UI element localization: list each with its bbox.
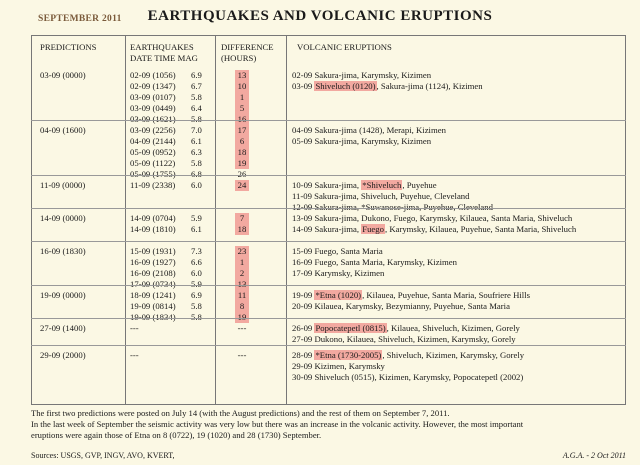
- earthquake-datetime: 02-09 (1056): [130, 70, 176, 80]
- volcano-text: 03-09: [292, 81, 315, 91]
- header-predictions: PREDICTIONS: [40, 42, 97, 52]
- header-volcanic-eruptions: VOLCANIC ERUPTIONS: [297, 42, 392, 52]
- volcano-text: , Kilauea, Puyehue, Santa Maria, Soufriere Hills: [362, 290, 530, 300]
- volcano-text: 17-09 Karymsky, Kizimen: [292, 268, 385, 278]
- volcano-eruption-line: [292, 213, 572, 224]
- volcano-eruption-line: [292, 301, 510, 312]
- volcano-eruption-line: [292, 268, 384, 279]
- volcano-eruption-line: [292, 246, 383, 257]
- difference-hours: 13: [235, 70, 249, 81]
- volcano-text: 12-09 Sakura-jima, *Suwanose-jima, Puyehue, Cleveland: [292, 202, 493, 212]
- difference-hours: 26: [237, 169, 247, 179]
- group-divider: [31, 241, 626, 242]
- volcano-text: 02-09 Sakura-jima, Karymsky, Kizimen: [292, 70, 432, 80]
- month-label: SEPTEMBER 2011: [38, 14, 122, 24]
- volcano-text: 10-09 Sakura-jima,: [292, 180, 362, 190]
- page-title: EARTHQUAKES AND VOLCANIC ERUPTIONS: [147, 8, 493, 24]
- earthquake-datetime: 05-09 (1122): [130, 158, 176, 168]
- difference-hours: 8: [235, 301, 249, 312]
- volcano-text: , Kilauea, Shiveluch, Kizimen, Gorely: [386, 323, 520, 333]
- earthquake-magnitude: 5.9: [191, 213, 202, 223]
- group-divider: [31, 175, 626, 176]
- volcano-text: 14-09 Sakura-jima,: [292, 224, 362, 234]
- volcano-text: 11-09 Sakura-jima, Shiveluch, Puyehue, Cleveland: [292, 191, 470, 201]
- header-hours: (HOURS): [221, 53, 257, 63]
- earthquake-magnitude: 5.8: [191, 114, 202, 124]
- earthquake-datetime: 03-09 (1621): [130, 114, 176, 124]
- column-divider: [125, 35, 126, 405]
- volcano-eruption-line: [292, 191, 470, 202]
- prediction-date: 11-09 (0000): [40, 180, 86, 190]
- group-divider: [31, 285, 626, 286]
- earthquake-magnitude: 6.0: [191, 180, 202, 190]
- column-divider: [215, 35, 216, 405]
- difference-hours: 13: [235, 279, 249, 290]
- footer-note-2: In the last week of September the seismic activity was very low but there was an increase in the volcanic activity. However, the most important: [31, 419, 524, 429]
- volcano-eruption-line: [292, 180, 437, 191]
- highlighted-volcano: *Shiveluch: [362, 180, 402, 190]
- highlighted-volcano: *Etna (1730-2005): [315, 350, 382, 360]
- difference-hours: 24: [235, 180, 249, 191]
- highlighted-volcano: Fuego: [362, 224, 384, 234]
- difference-hours: 1: [235, 92, 249, 103]
- volcano-eruption-line: [292, 334, 516, 345]
- earthquake-magnitude: 7.3: [191, 246, 202, 256]
- difference-hours: 6: [235, 136, 249, 147]
- difference-hours: 11: [235, 290, 249, 301]
- earthquake-datetime: 05-09 (1755): [130, 169, 176, 179]
- volcano-text: 29-09 Kizimen, Karymsky: [292, 361, 385, 371]
- volcano-eruption-line: [292, 257, 457, 268]
- earthquake-datetime: 18-09 (1241): [130, 290, 176, 300]
- earthquake-datetime: 03-09 (2256): [130, 125, 176, 135]
- volcano-text: 16-09 Fuego, Santa Maria, Karymsky, Kizimen: [292, 257, 457, 267]
- group-divider: [31, 318, 626, 319]
- footer-note-3: eruptions were again those of Etna on 8 (0722), 19 (1020) and 28 (1730) September.: [31, 430, 322, 440]
- earthquake-magnitude: 6.8: [191, 169, 202, 179]
- highlighted-volcano: Shiveluch (0120): [315, 81, 376, 91]
- earthquake-datetime: 19-09 (1834): [130, 312, 176, 322]
- earthquake-magnitude: 6.1: [191, 224, 202, 234]
- earthquake-magnitude: 6.7: [191, 81, 202, 91]
- difference-hours: 17: [235, 125, 249, 136]
- earthquake-magnitude: 6.6: [191, 257, 202, 267]
- volcano-text: 13-09 Sakura-jima, Dukono, Fuego, Karymsky, Kilauea, Santa Maria, Shiveluch: [292, 213, 573, 223]
- earthquake-magnitude: 7.0: [191, 125, 202, 135]
- difference-hours: 19: [235, 158, 249, 169]
- earthquake-datetime: 17-09 (0734): [130, 279, 176, 289]
- difference-hours: 2: [235, 268, 249, 279]
- earthquake-datetime: 05-09 (0952): [130, 147, 176, 157]
- earthquake-datetime: 02-09 (1347): [130, 81, 176, 91]
- prediction-date: 27-09 (1400): [40, 323, 86, 333]
- earthquake-datetime: 15-09 (1931): [130, 246, 176, 256]
- earthquake-datetime: 04-09 (2144): [130, 136, 176, 146]
- volcano-eruption-line: [292, 361, 385, 372]
- prediction-date: 19-09 (0000): [40, 290, 86, 300]
- difference-hours: ---: [237, 350, 247, 360]
- group-divider: [31, 120, 626, 121]
- volcano-text: 28-09: [292, 350, 315, 360]
- volcano-text: 27-09 Dukono, Kilauea, Shiveluch, Kizimen, Karymsky, Gorely: [292, 334, 516, 344]
- volcano-text: 19-09: [292, 290, 315, 300]
- header-date-time-mag: DATE TIME MAG: [130, 53, 198, 63]
- credit: A.G.A. - 2 Oct 2011: [562, 451, 626, 460]
- difference-hours: 19: [235, 312, 249, 323]
- volcano-eruption-line: [292, 350, 524, 361]
- volcano-eruption-line: [292, 70, 431, 81]
- volcano-eruption-line: [292, 125, 446, 136]
- difference-hours: 10: [235, 81, 249, 92]
- header-difference: DIFFERENCE: [221, 42, 274, 52]
- earthquake-magnitude: 6.1: [191, 136, 202, 146]
- earthquake-datetime: 16-09 (2108): [130, 268, 176, 278]
- prediction-date: 29-09 (2000): [40, 350, 86, 360]
- volcano-eruption-line: [292, 136, 431, 147]
- earthquake-magnitude: 5.8: [191, 158, 202, 168]
- difference-hours: 1: [235, 257, 249, 268]
- prediction-date: 16-09 (1830): [40, 246, 86, 256]
- volcano-eruption-line: [292, 224, 576, 235]
- earthquake-magnitude: 6.4: [191, 103, 202, 113]
- sources: Sources: USGS, GVP, INGV, AVO, KVERT,: [31, 451, 175, 460]
- earthquake-datetime: 03-09 (0107): [130, 92, 176, 102]
- earthquake-datetime: ---: [130, 350, 139, 360]
- volcano-text: 04-09 Sakura-jima (1428), Merapi, Kizimen: [292, 125, 446, 135]
- earthquake-datetime: 11-09 (2338): [130, 180, 176, 190]
- difference-hours: 5: [235, 103, 249, 114]
- prediction-date: 03-09 (0000): [40, 70, 86, 80]
- volcano-text: , Sakura-jima (1124), Kizimen: [376, 81, 483, 91]
- group-divider: [31, 345, 626, 346]
- volcano-eruption-line: [292, 290, 530, 301]
- earthquake-datetime: 14-09 (0704): [130, 213, 176, 223]
- earthquake-datetime: 03-09 (0449): [130, 103, 176, 113]
- header-earthquakes: EARTHQUAKES: [130, 42, 194, 52]
- difference-hours: 18: [235, 224, 249, 235]
- earthquake-magnitude: 6.9: [191, 290, 202, 300]
- volcano-text: , Shiveluch, Kizimen, Karymsky, Gorely: [382, 350, 525, 360]
- highlighted-volcano: Popocatepetl (0815): [315, 323, 386, 333]
- volcano-text: 26-09: [292, 323, 315, 333]
- difference-hours: 7: [235, 213, 249, 224]
- earthquake-datetime: 16-09 (1927): [130, 257, 176, 267]
- volcano-text: 05-09 Sakura-jima, Karymsky, Kizimen: [292, 136, 432, 146]
- earthquake-magnitude: 5.8: [191, 312, 202, 322]
- earthquake-magnitude: 6.0: [191, 268, 202, 278]
- volcano-eruption-line: [292, 323, 520, 334]
- volcano-text: 30-09 Shiveluch (0515), Kizimen, Karymsky, Popocatepetl (2002): [292, 372, 524, 382]
- volcano-text: 15-09 Fuego, Santa Maria: [292, 246, 383, 256]
- earthquake-magnitude: 6.3: [191, 147, 202, 157]
- prediction-date: 14-09 (0000): [40, 213, 86, 223]
- volcano-eruption-line: [292, 81, 483, 92]
- earthquake-magnitude: 6.9: [191, 70, 202, 80]
- earthquake-datetime: 19-09 (0814): [130, 301, 176, 311]
- difference-hours: 16: [235, 114, 249, 125]
- volcano-text: 20-09 Kilauea, Karymsky, Bezymianny, Puyehue, Santa Maria: [292, 301, 510, 311]
- group-divider: [31, 208, 626, 209]
- earthquake-datetime: 14-09 (1810): [130, 224, 176, 234]
- earthquake-datetime: ---: [130, 323, 139, 333]
- earthquake-magnitude: 5.8: [191, 301, 202, 311]
- highlighted-volcano: *Etna (1020): [315, 290, 362, 300]
- earthquake-magnitude: 5.9: [191, 279, 202, 289]
- difference-hours: 18: [235, 147, 249, 158]
- earthquake-magnitude: 5.8: [191, 92, 202, 102]
- volcano-text: , Puyehue: [402, 180, 437, 190]
- difference-hours: ---: [237, 323, 247, 333]
- volcano-eruption-line: [292, 372, 523, 383]
- prediction-date: 04-09 (1600): [40, 125, 86, 135]
- footer-note-1: The first two predictions were posted on July 14 (with the August predictions) and the rest of them on September 7, 2011.: [31, 408, 450, 418]
- column-divider: [286, 35, 287, 405]
- volcano-text: , Karymsky, Kilauea, Puyehue, Santa Maria, Shiveluch: [384, 224, 577, 234]
- difference-hours: 23: [235, 246, 249, 257]
